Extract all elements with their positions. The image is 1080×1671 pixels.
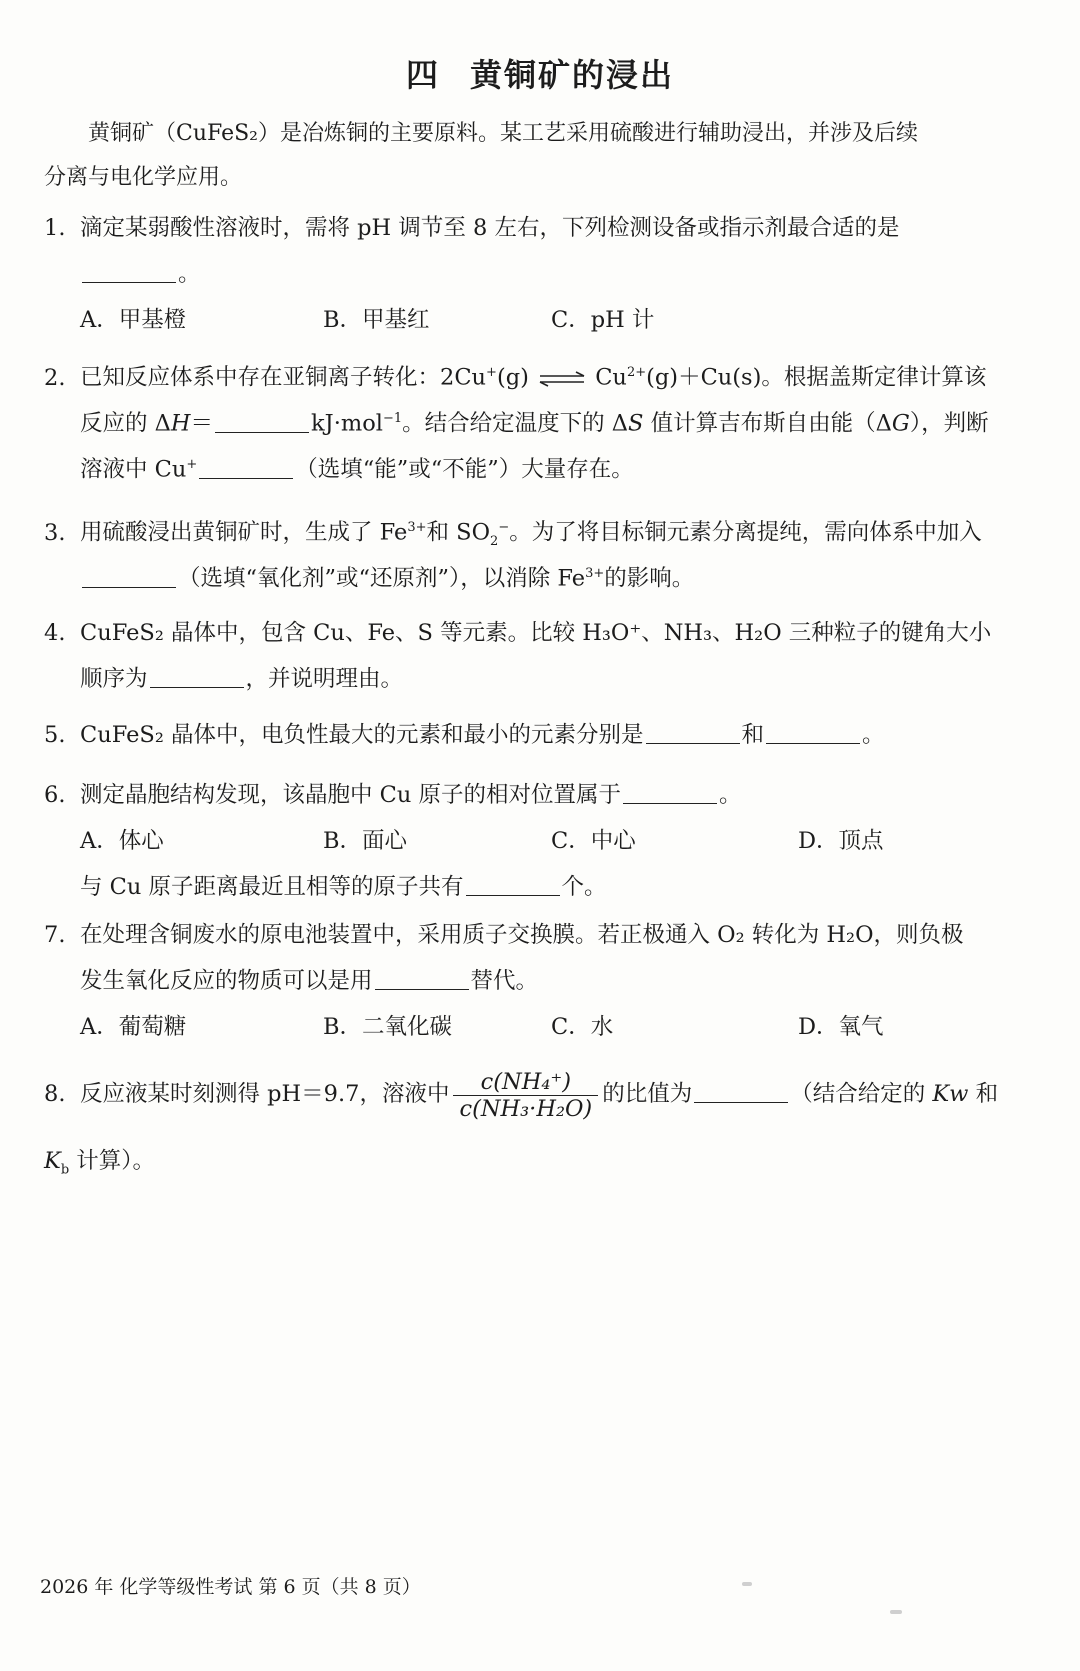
question-text: 计算）。 — [69, 1148, 156, 1174]
answer-blank[interactable] — [694, 1077, 788, 1103]
question-text: ＝ — [190, 410, 214, 437]
answer-blank[interactable] — [199, 453, 293, 479]
answer-blank[interactable] — [766, 718, 860, 744]
question-number: 3. — [44, 519, 66, 546]
symbol: S — [628, 410, 644, 437]
question-8 — [44, 1062, 1034, 1184]
question-2 — [44, 350, 1034, 488]
options-row — [44, 1004, 1034, 1050]
question-text: （选填“能”或“不能”）大量存在。 — [295, 456, 634, 483]
question-text: 替代。 — [470, 968, 539, 994]
answer-blank[interactable] — [466, 870, 560, 896]
equilibrium-arrow-icon — [536, 371, 588, 387]
answer-blank[interactable] — [82, 562, 176, 588]
question-text: （结合给定的 — [790, 1081, 933, 1107]
question-text: 。结合给定温度下的 Δ — [402, 410, 629, 437]
symbol: H — [170, 410, 191, 437]
option-a[interactable]: A．甲基橙 — [80, 307, 187, 333]
answer-blank[interactable] — [623, 778, 717, 804]
option-a[interactable]: A．体心 — [80, 828, 164, 854]
question-text: (g) — [496, 364, 529, 391]
option-b[interactable]: B．面心 — [323, 828, 408, 854]
superscript: + — [486, 365, 497, 380]
superscript: −1 — [382, 411, 403, 426]
options-row — [44, 297, 1034, 343]
question-text: 。 — [178, 261, 201, 287]
question-text: 个。 — [561, 874, 607, 900]
superscript: 3+ — [407, 520, 427, 535]
question-text: （选填“氧化剂”或“还原剂”），以消除 Fe — [178, 565, 586, 592]
question-number: 1. — [44, 215, 66, 241]
question-text: 和 — [741, 722, 765, 748]
option-a[interactable]: A．葡萄糖 — [80, 1014, 187, 1040]
question-text: 。 — [719, 782, 742, 808]
question-7 — [44, 912, 1034, 1050]
scan-speck — [890, 1610, 902, 1614]
option-d[interactable]: D．顶点 — [798, 828, 884, 854]
answer-blank[interactable] — [375, 964, 469, 990]
question-number: 8. — [44, 1081, 66, 1107]
subscript: b — [60, 1162, 70, 1178]
concentration-fraction — [453, 1069, 598, 1122]
option-c[interactable]: C．水 — [551, 1014, 614, 1040]
question-text: 反应的 Δ — [80, 410, 171, 437]
unit: kJ·mol — [311, 410, 383, 437]
question-text: 反应液某时刻测得 pH＝9.7，溶液中 — [80, 1081, 450, 1107]
page-footer: 2026 年 化学等级性考试 第 6 页（共 8 页） — [40, 1576, 421, 1598]
answer-blank[interactable] — [82, 257, 176, 283]
question-text: 和 SO — [426, 519, 491, 546]
question-text: 与 Cu 原子距离最近且相等的原子共有 — [80, 874, 464, 900]
question-text: 顺序为 — [80, 666, 148, 692]
question-number: 7. — [44, 922, 66, 948]
symbol: K — [44, 1148, 61, 1174]
question-text: 。为了将目标铜元素分离提纯，需向体系中加入 — [509, 519, 982, 546]
fraction-numerator: c(NH₄⁺) — [480, 1068, 572, 1095]
question-text: 的影响。 — [604, 565, 695, 592]
section-intro — [44, 112, 1034, 200]
question-text: CuFeS₂ 晶体中，包含 Cu、Fe、S 等元素。比较 H₃O⁺、NH₃、H₂O 三种粒子的键角大小 — [80, 620, 992, 646]
question-text: 用硫酸浸出黄铜矿时，生成了 Fe — [80, 519, 408, 546]
question-text: 滴定某弱酸性溶液时，需将 pH 调节至 8 左右，下列检测设备或指示剂最合适的是 — [80, 215, 900, 241]
question-text: 在处理含铜废水的原电池装置中，采用质子交换膜。若正极通入 O₂ 转化为 H₂O，则负极 — [80, 922, 964, 948]
question-text: 的比值为 — [602, 1081, 693, 1107]
symbol: G — [891, 410, 910, 437]
question-text: CuFeS₂ 晶体中，电负性最大的元素和最小的元素分别是 — [80, 722, 644, 748]
question-4 — [44, 610, 1034, 702]
option-b[interactable]: B．甲基红 — [323, 307, 430, 333]
question-number: 5. — [44, 722, 66, 748]
question-number: 4. — [44, 620, 66, 646]
question-1 — [44, 205, 1034, 343]
option-c[interactable]: C．pH 计 — [551, 307, 655, 333]
question-5 — [44, 712, 1034, 758]
section-title — [0, 50, 1080, 96]
answer-blank[interactable] — [646, 718, 740, 744]
symbol: Kw — [932, 1081, 969, 1107]
question-number: 2. — [44, 364, 66, 391]
intro-line-2: 分离与电化学应用。 — [44, 165, 243, 190]
question-text: 已知反应体系中存在亚铜离子转化：2Cu — [80, 364, 487, 391]
superscript: − — [498, 520, 510, 535]
intro-line-1: 黄铜矿（CuFeS₂）是冶炼铜的主要原料。某工艺采用硫酸进行辅助浸出，并涉及后续 — [88, 121, 918, 146]
option-b[interactable]: B．二氧化碳 — [323, 1014, 453, 1040]
question-text: (g)＋Cu(s)。根据盖斯定律计算该 — [646, 364, 987, 391]
question-number: 6. — [44, 782, 66, 808]
question-text: 和 — [968, 1081, 999, 1107]
scan-speck — [742, 1582, 752, 1586]
question-text: ，并说明理由。 — [245, 666, 404, 692]
answer-blank[interactable] — [150, 662, 244, 688]
subscript: 2 — [490, 534, 499, 549]
answer-blank[interactable] — [215, 407, 309, 433]
fraction-denominator: c(NH₃·H₂O) — [459, 1095, 593, 1122]
question-6 — [44, 772, 1034, 910]
options-row — [44, 818, 1034, 864]
question-text: 溶液中 Cu — [80, 456, 187, 483]
superscript: 3+ — [585, 566, 605, 581]
question-text: 测定晶胞结构发现，该晶胞中 Cu 原子的相对位置属于 — [80, 782, 622, 808]
superscript: 2+ — [626, 365, 647, 380]
question-text: 值计算吉布斯自由能（Δ — [643, 410, 892, 437]
question-3 — [44, 505, 1034, 597]
superscript: + — [186, 457, 198, 472]
question-text: ），判断 — [909, 410, 989, 437]
question-text: 发生氧化反应的物质可以是用 — [80, 968, 373, 994]
option-c[interactable]: C．中心 — [551, 828, 636, 854]
section-title-text: 黄铜矿的浸出 — [470, 56, 675, 94]
question-text: 。 — [862, 722, 885, 748]
option-d[interactable]: D．氧气 — [798, 1014, 884, 1040]
question-text: Cu — [595, 364, 627, 391]
section-number: 四 — [405, 56, 440, 94]
